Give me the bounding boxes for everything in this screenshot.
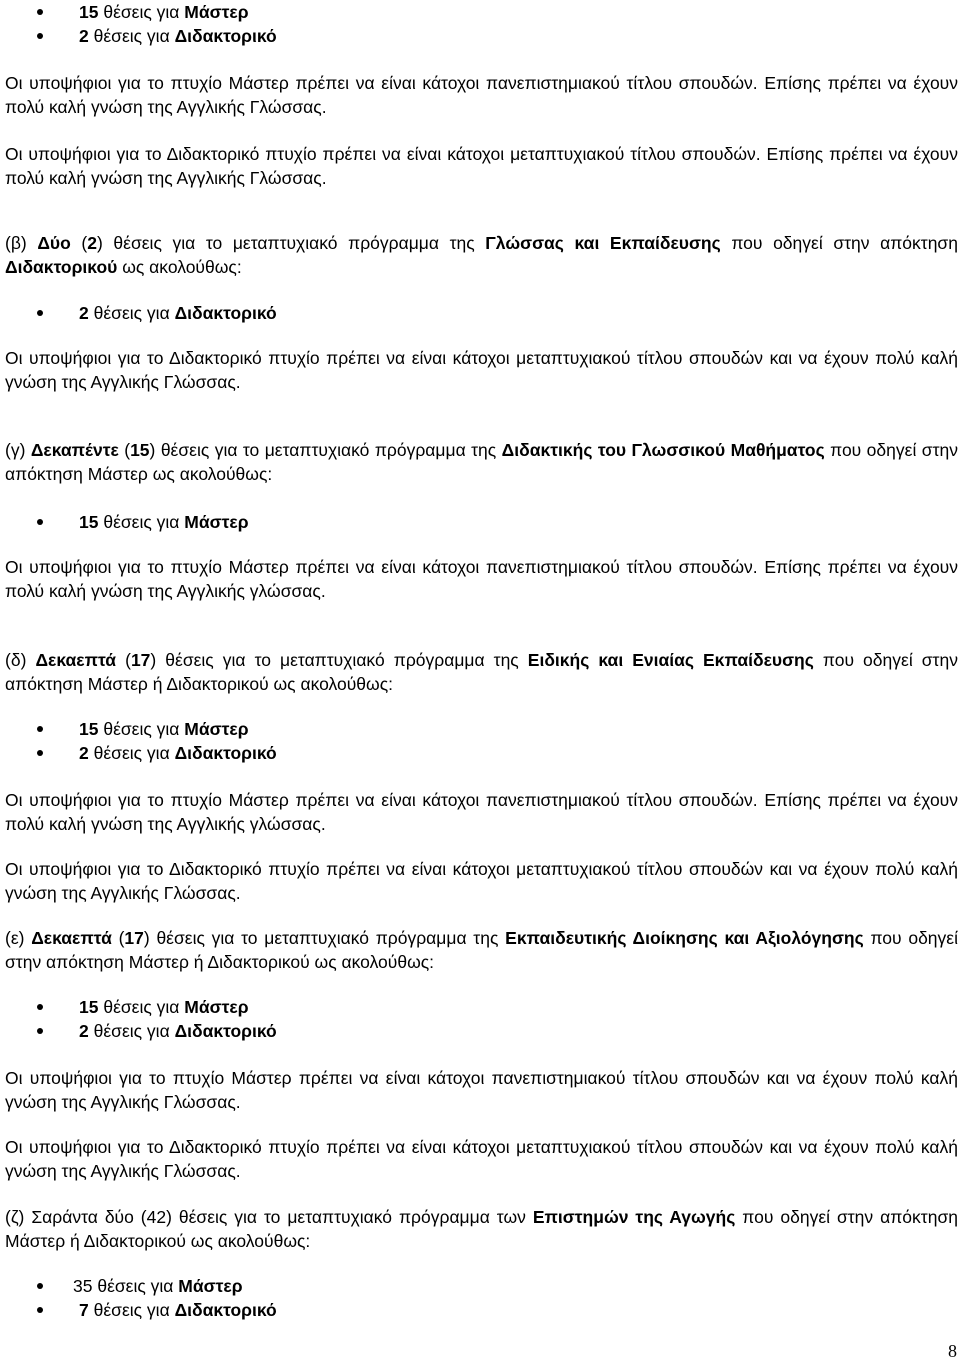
bullet-list [5, 510, 249, 534]
paragraph: Οι υποψήφιοι για το Διδακτορικό πτυχίο πρέπει να είναι κάτοχοι μεταπτυχιακού τίτλου σπουδών και να έχουν πολύ καλή γνώση της Αγγλικής Γλώσσας. [5, 348, 958, 392]
bullet-icon [37, 519, 43, 525]
bullet-icon [37, 1283, 43, 1289]
list-item: 15 θέσεις για Μάστερ [5, 995, 277, 1019]
paragraph: Οι υποψήφιοι για το πτυχίο Μάστερ πρέπει να είναι κάτοχοι πανεπιστημιακού τίτλου σπουδών. Επίσης πρέπει να έχουν πολύ καλή γνώση της Αγγλικής Γλώσσας. [5, 73, 958, 117]
paragraph: Οι υποψήφιοι για το πτυχίο Μάστερ πρέπει να είναι κάτοχοι πανεπιστημιακού τίτλου σπουδών και να έχουν πολύ καλή γνώση της Αγγλικής Γλώσσας. [5, 1068, 958, 1112]
bullet-icon [37, 1004, 43, 1010]
list-item: 2 θέσεις για Διδακτορικό [5, 1019, 277, 1043]
bullet-icon [37, 726, 43, 732]
list-item: 15 θέσεις για Μάστερ [5, 0, 277, 24]
bullet-list [5, 0, 277, 48]
bullet-icon [37, 310, 43, 316]
section-heading: (ζ) Σαράντα δύο (42) θέσεις για το μεταπτυχιακό πρόγραμμα των Επιστημών της Αγωγής που οδηγεί στην απόκτηση Μάστερ ή Διδακτορικού ως ακολούθως: [5, 1207, 958, 1251]
list-item: 2 θέσεις για Διδακτορικό [5, 741, 277, 765]
paragraph: Οι υποψήφιοι για το πτυχίο Μάστερ πρέπει να είναι κάτοχοι πανεπιστημιακού τίτλου σπουδών. Επίσης πρέπει να έχουν πολύ καλή γνώση της Αγγλικής γλώσσας. [5, 557, 958, 601]
paragraph: Οι υποψήφιοι για το Διδακτορικό πτυχίο πρέπει να είναι κάτοχοι μεταπτυχιακού τίτλου σπουδών. Επίσης πρέπει να έχουν πολύ καλή γνώση της Αγγλικής Γλώσσας. [5, 144, 958, 188]
paragraph: Οι υποψήφιοι για το πτυχίο Μάστερ πρέπει να είναι κάτοχοι πανεπιστημιακού τίτλου σπουδών. Επίσης πρέπει να έχουν πολύ καλή γνώση της Αγγλικής γλώσσας. [5, 790, 958, 834]
bullet-icon [37, 9, 43, 15]
bullet-list [5, 301, 277, 325]
bullet-icon [37, 1028, 43, 1034]
bullet-icon [37, 33, 43, 39]
page-number: 8 [948, 1341, 957, 1361]
bullet-list [5, 995, 277, 1043]
bullet-list [5, 1274, 277, 1322]
list-item: 15 θέσεις για Μάστερ [5, 717, 277, 741]
list-item: 35 θέσεις για Μάστερ [5, 1274, 277, 1298]
section-heading: (β) Δύο (2) θέσεις για το μεταπτυχιακό πρόγραμμα της Γλώσσας και Εκπαίδευσης που οδηγεί στην απόκτηση Διδακτορικού ως ακολούθως: [5, 233, 958, 277]
list-item: 7 θέσεις για Διδακτορικό [5, 1298, 277, 1322]
bullet-icon [37, 1307, 43, 1313]
list-item: 15 θέσεις για Μάστερ [5, 510, 249, 534]
list-item: 2 θέσεις για Διδακτορικό [5, 24, 277, 48]
paragraph: Οι υποψήφιοι για το Διδακτορικό πτυχίο πρέπει να είναι κάτοχοι μεταπτυχιακού τίτλου σπουδών και να έχουν πολύ καλή γνώση της Αγγλικής Γλώσσας. [5, 1137, 958, 1181]
section-heading: (δ) Δεκαεπτά (17) θέσεις για το μεταπτυχιακό πρόγραμμα της Ειδικής και Ενιαίας Εκπαίδευσης που οδηγεί στην απόκτηση Μάστερ ή Διδακτορικού ως ακολούθως: [5, 650, 958, 694]
bullet-icon [37, 750, 43, 756]
list-item: 2 θέσεις για Διδακτορικό [5, 301, 277, 325]
section-heading: (ε) Δεκαεπτά (17) θέσεις για το μεταπτυχιακό πρόγραμμα της Εκπαιδευτικής Διοίκησης και Αξιολόγησης που οδηγεί στην απόκτηση Μάστερ ή Διδακτορικού ως ακολούθως: [5, 928, 958, 972]
paragraph: Οι υποψήφιοι για το Διδακτορικό πτυχίο πρέπει να είναι κάτοχοι μεταπτυχιακού τίτλου σπουδών και να έχουν πολύ καλή γνώση της Αγγλικής Γλώσσας. [5, 859, 958, 903]
section-heading: (γ) Δεκαπέντε (15) θέσεις για το μεταπτυχιακό πρόγραμμα της Διδακτικής του Γλωσσικού Μαθήματος που οδηγεί στην απόκτηση Μάστερ ως ακολούθως: [5, 440, 958, 484]
bullet-list [5, 717, 277, 765]
